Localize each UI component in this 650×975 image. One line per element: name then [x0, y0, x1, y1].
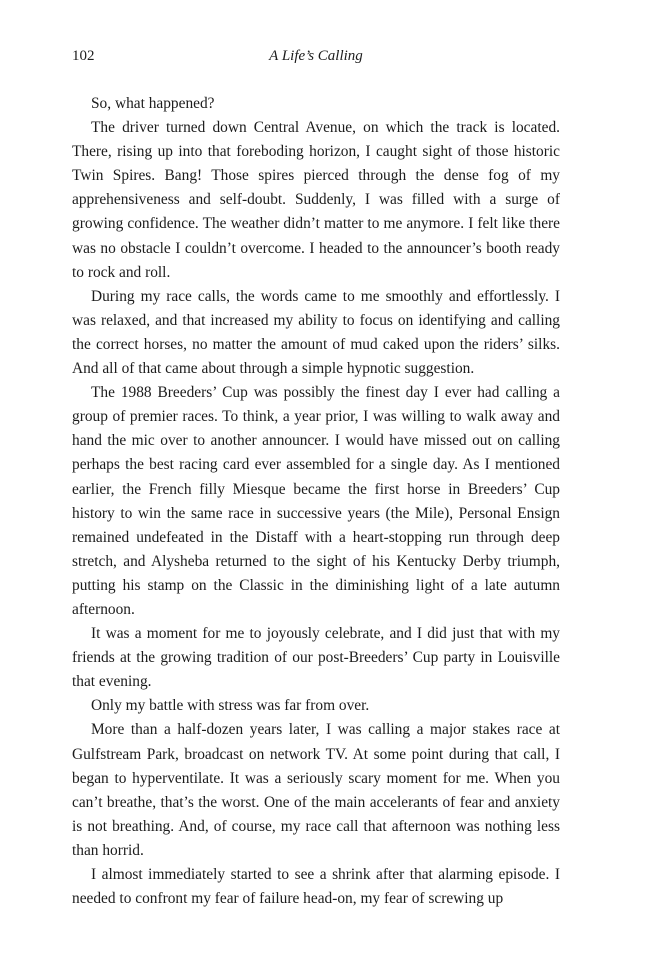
paragraph: It was a moment for me to joyously celebrate, and I did just that with my friends at the growing tradition of our post-Breeders’ Cup party in Louisville that evening.	[72, 625, 560, 691]
paragraph: More than a half-dozen years later, I was calling a major stakes race at Gulfstream Park, broadcast on network TV. At some point during that call, I began to hyperventilate. It was a seriously scary moment for me. When you can’t breathe, that’s the worst. One of the main accelerants of fear and anxiety is not breathing. And, of course, my race call that afternoon was nothing less than horrid.	[72, 721, 560, 859]
book-title: A Life’s Calling	[269, 48, 363, 64]
paragraph: During my race calls, the words came to me smoothly and effortlessly. I was relaxed, and that increased my ability to focus on identifying and calling the correct horses, no matter the amount of mud caked upon the riders’ silks. And all of that came about through a simple hypnotic suggestion.	[72, 287, 560, 378]
body-text	[72, 92, 560, 911]
paragraph: The 1988 Breeders’ Cup was possibly the finest day I ever had calling a group of premier races. To think, a year prior, I was willing to walk away and hand the mic over to another announcer. I would have missed out on calling perhaps the best racing card ever assembled for a single day. As I mentioned earlier, the French filly Miesque became the first horse in Breeders’ Cup history to win the same race in successive years (the Mile), Personal Ensign remained undefeated in the Distaff with a heart-stopping run through deep stretch, and Alysheba returned to the sight of his Kentucky Derby triumph, putting his stamp on the Classic in the diminishing light of a late autumn afternoon.	[72, 384, 560, 618]
paragraph: So, what happened?	[91, 95, 215, 112]
page-number: 102	[72, 48, 95, 64]
running-head	[72, 44, 560, 68]
paragraph: The driver turned down Central Avenue, on which the track is located. There, rising up into that foreboding horizon, I caught sight of those historic Twin Spires. Bang! Those spires pierced through the dense fog of my apprehensiveness and self-doubt. Suddenly, I was filled with a surge of growing confidence. The weather didn’t matter to me anymore. I felt like there was no obstacle I couldn’t overcome. I headed to the announcer’s booth ready to rock and roll.	[72, 119, 560, 281]
paragraph: I almost immediately started to see a shrink after that alarming episode. I needed to confront my fear of failure head-on, my fear of screwing up	[72, 866, 560, 908]
paragraph: Only my battle with stress was far from over.	[91, 697, 370, 715]
book-page	[72, 44, 560, 908]
